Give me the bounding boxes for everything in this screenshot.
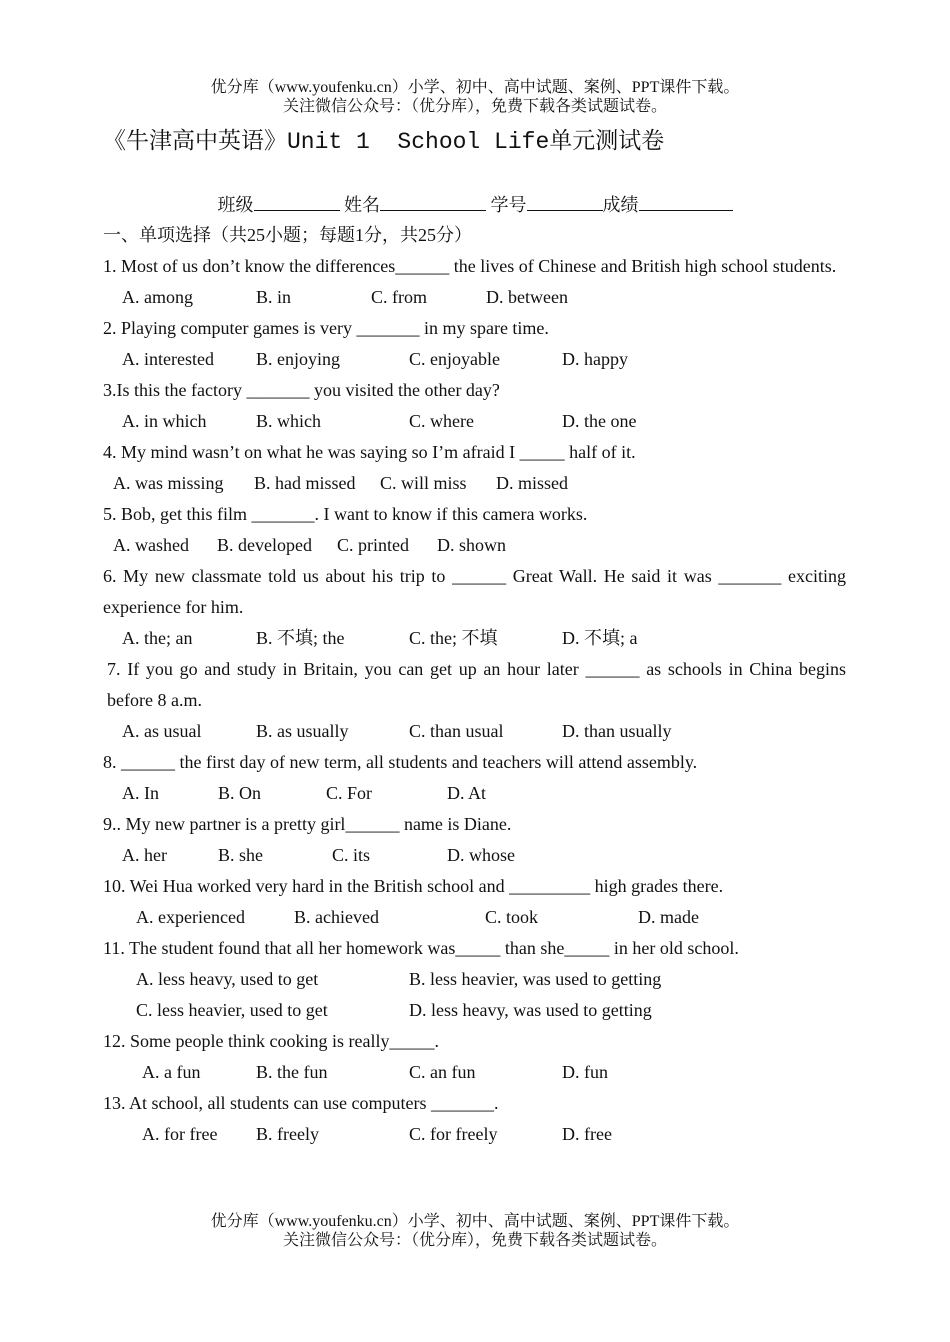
option: B. in xyxy=(256,287,292,307)
option: A. was missing xyxy=(113,473,224,493)
option: A. as usual xyxy=(122,721,202,741)
page-footer xyxy=(0,1212,950,1250)
option: A. in which xyxy=(122,411,207,431)
footer-line-1: 优分库（www.youfenku.cn）小学、初中、高中试题、案例、PPT课件下载。 xyxy=(210,1213,740,1230)
option: A. interested xyxy=(122,349,214,369)
options-row xyxy=(103,623,846,654)
student-info-row xyxy=(0,190,950,219)
option: B. developed xyxy=(217,535,312,555)
option: C. where xyxy=(409,411,474,431)
options-row xyxy=(103,406,846,437)
option: B. had missed xyxy=(254,473,356,493)
title-prefix: 《牛津高中英语》 xyxy=(103,128,287,153)
options-row xyxy=(103,778,846,809)
options-row xyxy=(103,964,846,995)
option: A. among xyxy=(122,287,193,307)
question-stem: 1. Most of us don’t know the differences______ the lives of Chinese and British high school students. xyxy=(103,256,837,276)
option: D. whose xyxy=(447,845,515,865)
option: D. happy xyxy=(562,349,628,369)
option: A. less heavy, used to get xyxy=(136,969,319,989)
option: C. printed xyxy=(337,535,409,555)
question-stem: 13. At school, all students can use computers _______. xyxy=(103,1093,499,1113)
option: B. she xyxy=(218,845,263,865)
option: C. will miss xyxy=(380,473,467,493)
option: A. experienced xyxy=(136,907,245,927)
header-line-1: 优分库（www.youfenku.cn）小学、初中、高中试题、案例、PPT课件下载。 xyxy=(210,79,740,96)
option: B. freely xyxy=(256,1124,319,1144)
option: C. an fun xyxy=(409,1062,476,1082)
number-blank[interactable] xyxy=(527,190,603,211)
option: D. than usually xyxy=(562,721,672,741)
option: C. than usual xyxy=(409,721,504,741)
question-stem: 8. ______ the first day of new term, all students and teachers will attend assembly. xyxy=(103,752,698,772)
options-row xyxy=(103,1057,846,1088)
number-label: 学号 xyxy=(490,195,527,215)
score-label: 成绩 xyxy=(602,195,639,215)
options-row xyxy=(103,840,846,871)
question-stem: 9.. My new partner is a pretty girl______ name is Diane. xyxy=(103,814,512,834)
section-heading: 一、单项选择（共25小题；每题1分，共25分） xyxy=(103,225,472,245)
name-blank[interactable] xyxy=(380,190,486,211)
options-row xyxy=(103,902,846,933)
options-row xyxy=(103,344,846,375)
option: B. which xyxy=(256,411,321,431)
option: C. the; 不填 xyxy=(409,628,498,648)
question-stem: 5. Bob, get this film _______. I want to know if this camera works. xyxy=(103,504,588,524)
options-row xyxy=(103,530,846,561)
option: C. its xyxy=(332,845,371,865)
question-stem: 2. Playing computer games is very _______ in my spare time. xyxy=(103,318,549,338)
question-stem: 6. My new classmate told us about his trip to ______ Great Wall. He said it was _______ exciting experience for him. xyxy=(103,566,846,617)
option: C. less heavier, used to get xyxy=(136,1000,328,1020)
option: A. her xyxy=(122,845,167,865)
option: D. made xyxy=(638,907,699,927)
question-stem: 10. Wei Hua worked very hard in the British school and _________ high grades there. xyxy=(103,876,724,896)
options-row xyxy=(103,716,846,747)
option: D. the one xyxy=(562,411,637,431)
document-title xyxy=(103,124,664,159)
option: D. 不填; a xyxy=(562,628,638,648)
option: C. took xyxy=(485,907,539,927)
question-stem: 4. My mind wasn’t on what he was saying so I’m afraid I _____ half of it. xyxy=(103,442,636,462)
option: B. enjoying xyxy=(256,349,340,369)
class-blank[interactable] xyxy=(254,190,340,211)
question-stem: 12. Some people think cooking is really_____. xyxy=(103,1031,439,1051)
options-row xyxy=(103,468,846,499)
title-suffix: 单元测试卷 xyxy=(549,128,665,153)
score-blank[interactable] xyxy=(639,190,733,211)
options-row xyxy=(103,1119,846,1150)
option: D. fun xyxy=(562,1062,608,1082)
option: B. On xyxy=(218,783,262,803)
option: A. the; an xyxy=(122,628,193,648)
option: D. free xyxy=(562,1124,612,1144)
page-header xyxy=(0,78,950,116)
option: A. In xyxy=(122,783,159,803)
option: D. missed xyxy=(496,473,568,493)
option: B. as usually xyxy=(256,721,349,741)
name-label: 姓名 xyxy=(344,195,380,215)
question-stem: 7. If you go and study in Britain, you can get up an hour later ______ as schools in China begins before 8 a.m. xyxy=(107,659,846,710)
option: D. between xyxy=(486,287,568,307)
option: C. For xyxy=(326,783,373,803)
option: B. achieved xyxy=(294,907,379,927)
question-stem: 3.Is this the factory _______ you visited the other day? xyxy=(103,380,500,400)
option: C. from xyxy=(371,287,427,307)
option: C. for freely xyxy=(409,1124,498,1144)
question-stem: 11. The student found that all her homework was_____ than she_____ in her old school. xyxy=(103,938,739,958)
option: D. less heavy, was used to getting xyxy=(409,1000,652,1020)
question-section xyxy=(103,220,846,1150)
option: B. less heavier, was used to getting xyxy=(409,969,662,989)
option: B. 不填; the xyxy=(256,628,345,648)
option: D. shown xyxy=(437,535,507,555)
option: A. washed xyxy=(113,535,189,555)
option: C. enjoyable xyxy=(409,349,500,369)
option: D. At xyxy=(447,783,487,803)
option: A. a fun xyxy=(142,1062,201,1082)
options-row xyxy=(103,995,846,1026)
class-label: 班级 xyxy=(217,195,254,215)
option: B. the fun xyxy=(256,1062,328,1082)
footer-line-2: 关注微信公众号：（优分库），免费下载各类试题试卷。 xyxy=(282,1232,667,1249)
title-unit: Unit 1 School Life xyxy=(287,129,550,155)
option: A. for free xyxy=(142,1124,218,1144)
header-line-2: 关注微信公众号：（优分库），免费下载各类试题试卷。 xyxy=(282,98,667,115)
options-row xyxy=(103,282,846,313)
